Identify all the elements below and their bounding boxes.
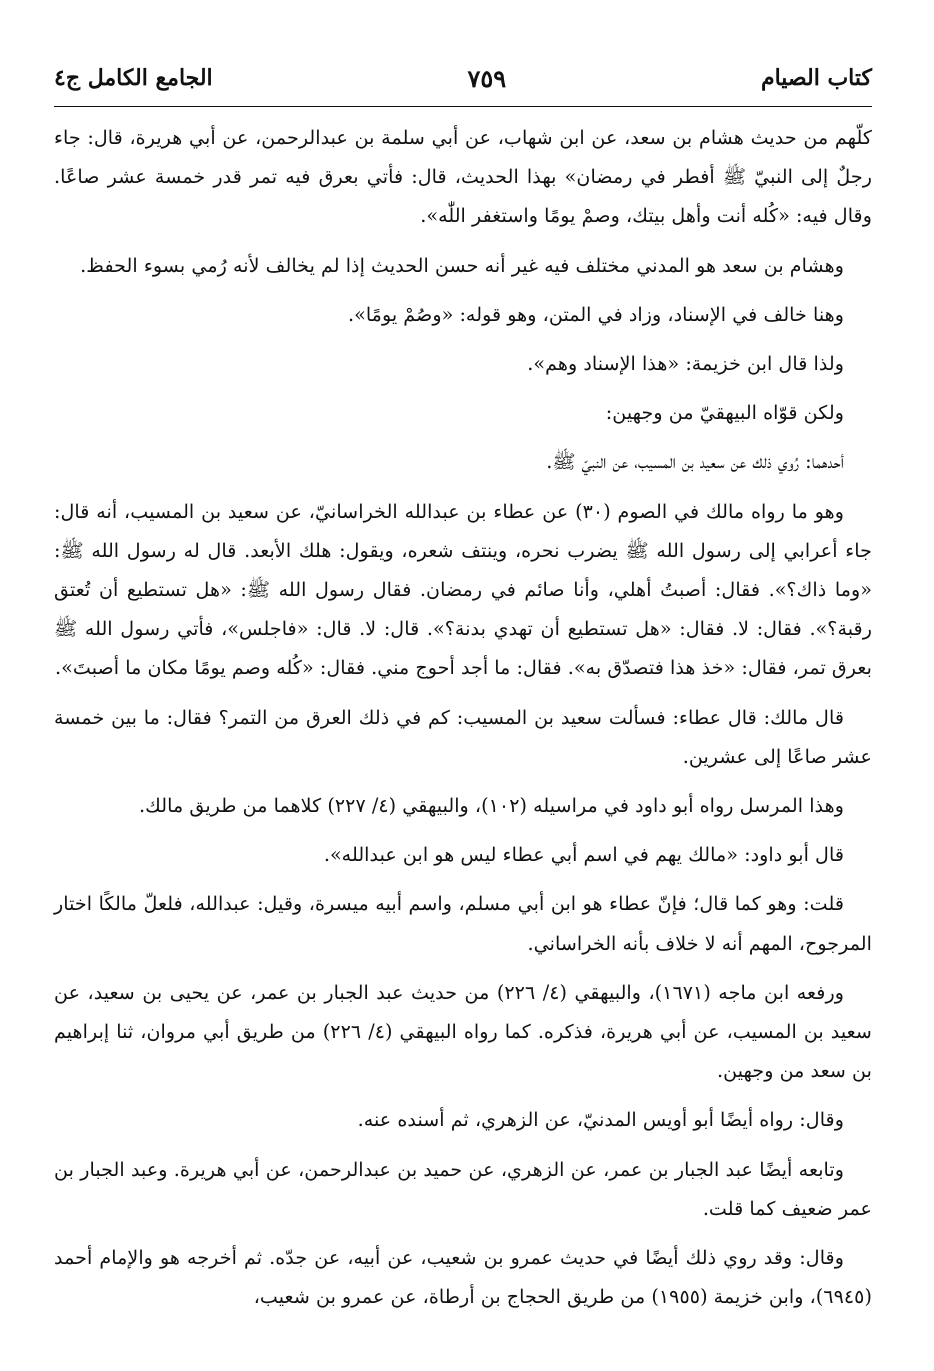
paragraph: وهنا خالف في الإسناد، وزاد في المتن، وهو قوله: «وصُمْ يومًا». [347, 302, 844, 326]
paragraph: ولذا قال ابن خزيمة: «هذا الإسناد وهم». [527, 352, 844, 376]
paragraph: قال أبو داود: «مالك يهم في اسم أبي عطاء ليس هو ابن عبدالله». [323, 843, 844, 867]
running-header [54, 60, 872, 96]
paragraph: قلت: وهو كما قال؛ فإنّ عطاء هو ابن أبي مسلم، واسم أبيه ميسرة، وقيل: عبدالله، فلعلّ مالكًا اختار المرجوح، المهم أنه لا خلاف بأنه الخراساني. [54, 892, 872, 955]
chapter-title: كتاب الصيام [760, 65, 872, 91]
page-number: ٧٥٩ [467, 63, 507, 93]
paragraph: ولكن قوّاه البيهقيّ من وجهين: [605, 401, 844, 425]
paragraph: وتابعه أيضًا عبد الجبار بن عمر، عن الزهري، عن حميد بن عبدالرحمن، عن أبي هريرة. وعبد الجبار بن عمر ضعيف كما قلت. [54, 1157, 872, 1220]
paragraph: وهو ما رواه مالك في الصوم (٣٠) عن عطاء بن عبدالله الخراسانيّ، عن سعيد بن المسيب، أنه قال: جاء أعرابي إلى رسول الله ﷺ يضرب نحره، وينتف شعره، ويقول: هلك الأبعد. قال له رسول الله ﷺ: «وما ذاك؟». فقال: أصبتُ أهلي، وأنا صائم في رمضان. فقال رسول الله ﷺ: «هل تستطيع أن تُعتق رقبة؟». فقال: لا. فقال: «هل تستطيع أن تهدي بدنة؟». قال: لا. قال: «فاجلس»، فأتي رسول الله ﷺ بعرق تمر، فقال: «خذ هذا فتصدّق به». فقال: ما أجد أحوج مني. فقال: «كُله وصم يومًا مكان ما أصبتَ». [54, 499, 872, 680]
paragraph: وهشام بن سعد هو المدني مختلف فيه غير أنه حسن الحديث إذا لم يخالف لأنه رُمي بسوء الحفظ. [80, 253, 844, 277]
paragraph: ورفعه ابن ماجه (١٦٧١)، والبيهقي (٤/ ٢٢٦) من حديث عبد الجبار بن عمر، عن يحيى بن سعيد، عن سعيد بن المسيب، عن أبي هريرة، فذكره. كما رواه البيهقي (٤/ ٢٢٦) من طريق أبي مروان، ثنا إبراهيم بن سعد من وجهين. [54, 980, 872, 1083]
page-body [54, 118, 872, 1316]
paragraph: أحدهما: رُوي ذلك عن سعيد بن المسيب، عن النبيّ ﷺ. [546, 450, 844, 474]
paragraph: كلّهم من حديث هشام بن سعد، عن ابن شهاب، عن أبي سلمة بن عبدالرحمن، عن أبي هريرة، قال: جاء رجلٌ إلى النبيّ ﷺ أفطر في رمضان» بهذا الحديث، قال: فأتي بعرق فيه تمر قدر خمسة عشر صاعًا. وقال فيه: «كُله أنت وأهل بيتك، وصمْ يومًا واستغفر اللّٰه». [54, 126, 872, 228]
paragraph: وقال: رواه أيضًا أبو أويس المدنيّ، عن الزهري، ثم أسنده عنه. [357, 1108, 844, 1132]
paragraph: وقال: وقد روي ذلك أيضًا في حديث عمرو بن شعيب، عن أبيه، عن جدّه. ثم أخرجه هو والإمام أحمد (٦٩٤٥)، وابن خزيمة (١٩٥٥) من طريق الحجاج بن أرطاة، عن عمرو بن شعيب، [54, 1246, 872, 1309]
header-divider [54, 106, 872, 107]
paragraph: وهذا المرسل رواه أبو داود في مراسيله (١٠٢)، والبيهقي (٤/ ٢٢٧) كلاهما من طريق مالك. [138, 794, 844, 818]
paragraph: قال مالك: قال عطاء: فسألت سعيد بن المسيب: كم في ذلك العرق من التمر؟ فقال: ما بين خمسة عشر صاعًا إلى عشرين. [54, 705, 872, 768]
book-title: الجامع الكامل ج٤ [54, 65, 213, 91]
